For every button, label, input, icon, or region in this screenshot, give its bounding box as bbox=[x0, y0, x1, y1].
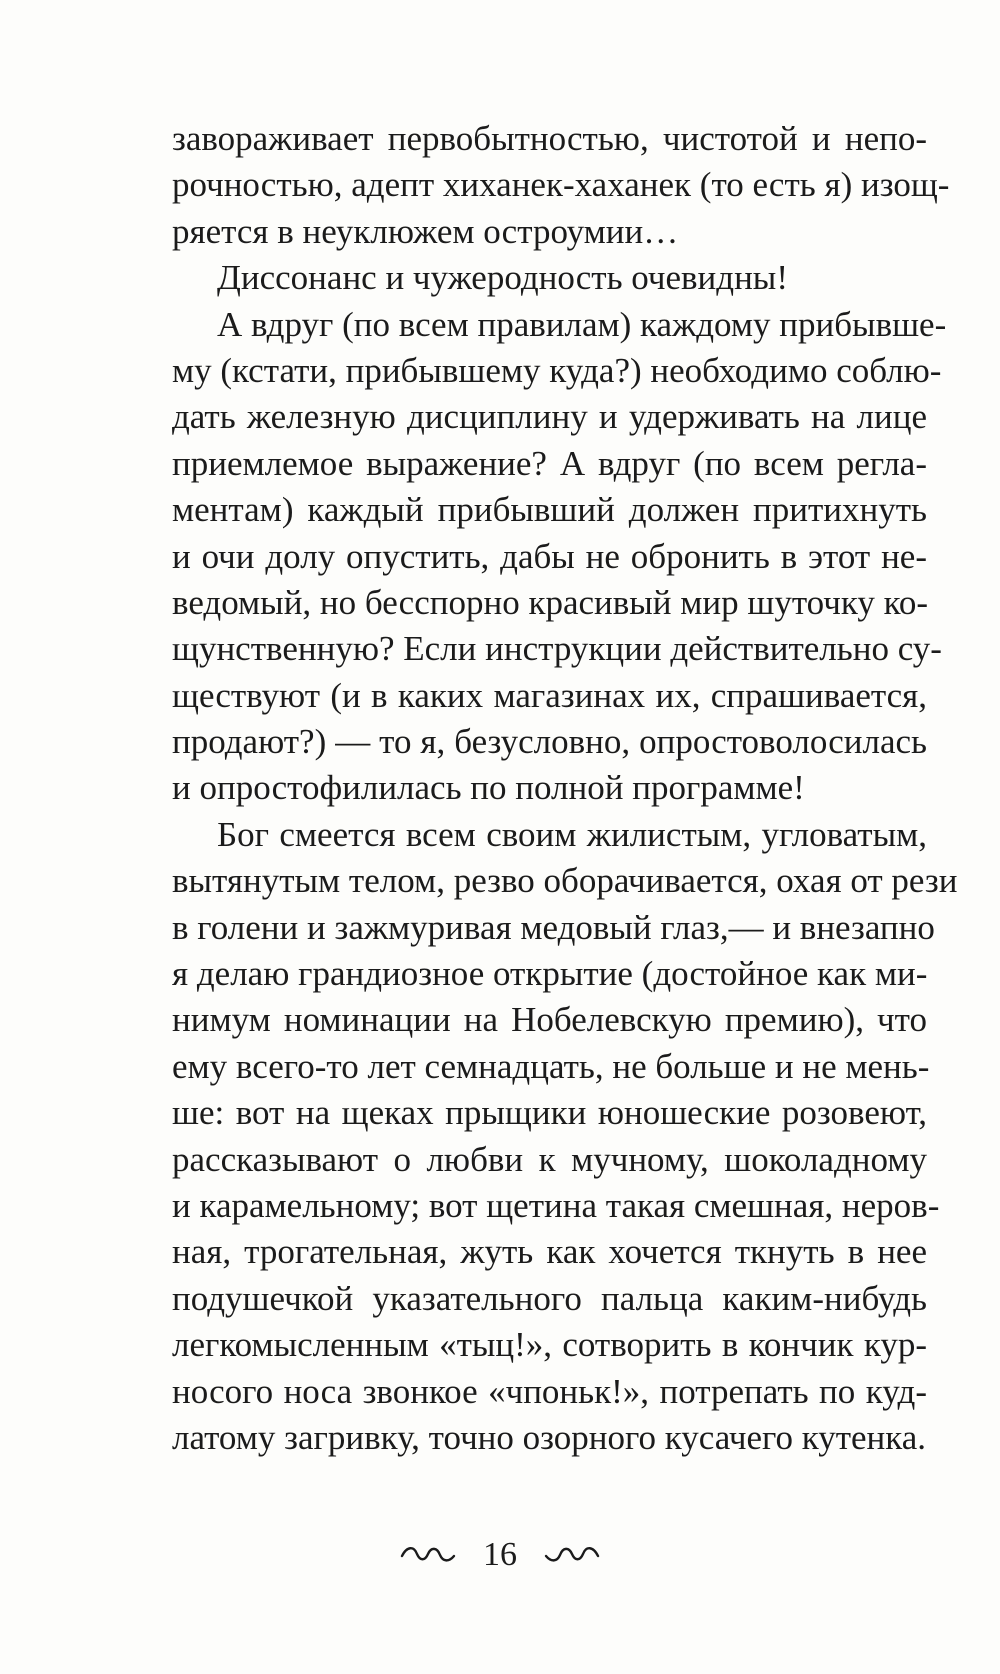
text-line: латому загривку, точно озорного кусачего кутенка. bbox=[172, 1417, 927, 1457]
text-line: ше: вот на щеках прыщики юношеские розовеют, bbox=[172, 1093, 927, 1133]
text-line: ментам) каждый прибывший должен притихнуть bbox=[172, 490, 927, 530]
text-line: продают?) — то я, безусловно, опростоволосилась bbox=[172, 722, 927, 762]
text-line: рочностью, адепт хиханек-хаханек (то есть я) изощ- bbox=[172, 165, 950, 205]
text-line: носого носа звонкое «чпоньк!», потрепать по куд- bbox=[172, 1371, 927, 1411]
text-line: ведомый, но бесспорно красивый мир шуточку ко- bbox=[172, 582, 929, 622]
text-line: и опростофилилась по полной программе! bbox=[172, 768, 805, 808]
text-line: нимум номинации на Нобелевскую премию), что bbox=[172, 1000, 927, 1040]
text-line: Бог смеется всем своим жилистым, угловатым, bbox=[217, 814, 927, 854]
text-line: рассказывают о любви к мучному, шоколадному bbox=[172, 1139, 927, 1179]
text-line: му (кстати, прибывшему куда?) необходимо соблю- bbox=[172, 350, 942, 390]
body-text bbox=[172, 116, 958, 1461]
text-line: дать железную дисциплину и удерживать на лице bbox=[172, 397, 927, 437]
text-line: ная, трогательная, жуть как хочется ткнуть в нее bbox=[172, 1232, 927, 1272]
text-line: А вдруг (по всем правилам) каждому прибывше- bbox=[217, 304, 947, 344]
page-footer bbox=[0, 1530, 1000, 1580]
text-line: ряется в неуклюжем остроумии… bbox=[172, 211, 679, 251]
right-flourish-icon bbox=[543, 1543, 601, 1567]
text-line: легкомысленным «тыц!», сотворить в кончик кур- bbox=[172, 1325, 927, 1365]
text-line: в голени и зажмуривая медовый глаз,— и внезапно bbox=[172, 907, 935, 947]
text-line: подушечкой указательного пальца каким-нибудь bbox=[172, 1278, 927, 1318]
text-line: ществуют (и в каких магазинах их, спрашивается, bbox=[172, 675, 927, 715]
text-line: и карамельному; вот щетина такая смешная, неров- bbox=[172, 1185, 940, 1225]
text-line: и очи долу опустить, дабы не обронить в этот не- bbox=[172, 536, 927, 576]
text-line: приемлемое выражение? А вдруг (по всем регла- bbox=[172, 443, 927, 483]
page-number: 16 bbox=[483, 1536, 517, 1573]
text-line: вытянутым телом, резво оборачивается, охая от рези bbox=[172, 861, 958, 901]
text-line: ему всего-то лет семнадцать, не больше и не мень- bbox=[172, 1046, 930, 1086]
text-line: я делаю грандиозное открытие (достойное как ми- bbox=[172, 954, 928, 994]
left-flourish-icon bbox=[399, 1543, 457, 1567]
text-line: щунственную? Если инструкции действительно су- bbox=[172, 629, 942, 669]
text-line: Диссонанс и чужеродность очевидны! bbox=[217, 258, 788, 298]
text-line: завораживает первобытностью, чистотой и непо- bbox=[172, 119, 927, 158]
